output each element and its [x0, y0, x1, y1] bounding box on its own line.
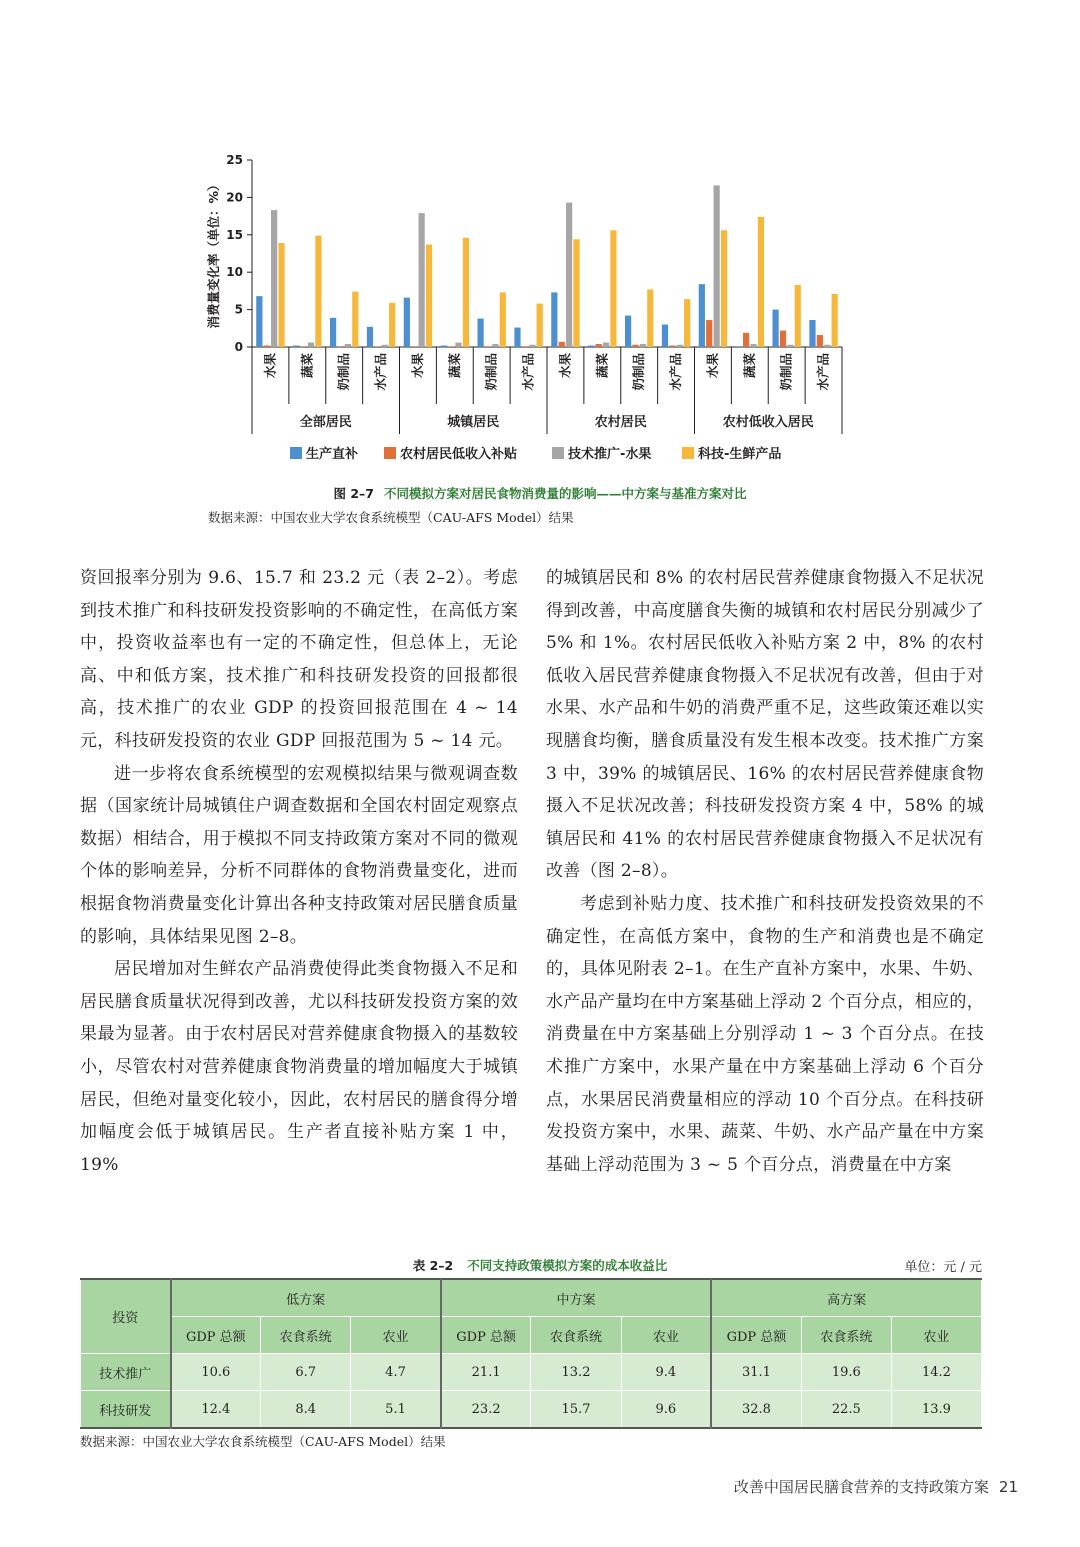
x-category-label: 水果: [262, 353, 278, 379]
footer-title: 改善中国居民膳食营养的支持政策方案: [733, 1478, 989, 1496]
y-tick-label: 5: [234, 302, 243, 317]
figure-source: 数据来源：中国农业大学农食系统模型（CAU-AFS Model）结果: [208, 510, 574, 525]
x-group-label: 农村居民: [594, 415, 647, 430]
x-category-label: 水果: [557, 353, 573, 379]
table-group-header: 高方案: [711, 1279, 981, 1317]
bar: [772, 310, 778, 347]
y-tick-label: 20: [226, 190, 243, 205]
table-row: [81, 1391, 982, 1429]
legend-swatch: [682, 447, 694, 459]
bar: [647, 289, 653, 347]
bar: [714, 185, 720, 347]
x-category-label: 水产品: [668, 353, 684, 391]
legend: [290, 446, 781, 462]
bar: [706, 320, 712, 347]
table-cell: 6.7: [261, 1354, 351, 1391]
bar: [500, 292, 506, 347]
table-subheader: GDP 总额: [441, 1317, 531, 1354]
page-footer: [724, 1476, 1018, 1497]
bar: [640, 344, 646, 347]
table-cell: 23.2: [441, 1391, 531, 1429]
bar: [625, 316, 631, 347]
table-cell: 9.4: [621, 1354, 711, 1391]
table-cell: 19.6: [801, 1354, 891, 1391]
x-group-label: 全部居民: [299, 415, 352, 430]
table-subheader: 农食系统: [801, 1317, 891, 1354]
bar: [301, 346, 307, 347]
page-number: 21: [998, 1478, 1018, 1496]
bar: [736, 346, 742, 347]
x-category-label: 水产品: [520, 353, 536, 391]
table-cell: 10.6: [171, 1354, 261, 1391]
y-tick-label: 25: [226, 153, 243, 167]
bar: [529, 345, 535, 347]
legend-swatch: [552, 447, 564, 459]
table-subheader: 农食系统: [531, 1317, 621, 1354]
cost-benefit-table: [80, 1278, 982, 1429]
table-cell: 9.6: [621, 1391, 711, 1429]
table-source: 数据来源：中国农业大学农食系统模型（CAU-AFS Model）结果: [80, 1434, 446, 1449]
table-cell: 8.4: [261, 1391, 351, 1429]
table-cell: 32.8: [711, 1391, 801, 1429]
table-cell: 13.2: [531, 1354, 621, 1391]
y-tick-label: 10: [226, 265, 243, 280]
bar: [308, 343, 314, 347]
bar: [573, 239, 579, 347]
bar: [345, 344, 351, 347]
bar: [743, 333, 749, 347]
paragraph: 的城镇居民和 8% 的农村居民营养健康食物摄入不足状况得到改善，中高度膳食失衡的城镇和农村居民分别减少了 5% 和 1%。农村居民低收入补贴方案 2 中，8% 的农村低收入居民营养健康食物摄入不足状况有改善，但由于对水果、水产品和牛奶的消费严重不足，这些政策还难以实现膳食均衡，膳食质量没有发生根本改变。技术推广方案 3 中，39% 的城镇居民、16% 的农村居民营养健康食物摄入不足状况改善；科技研发投资方案 4 中，58% 的城镇居民和 41% 的农村居民营养健康食物摄入不足状况有改善（图 2–8）。: [546, 568, 984, 882]
legend-label: 农村居民低收入补贴: [400, 447, 518, 462]
table-subheader: GDP 总额: [171, 1317, 261, 1354]
bar: [603, 343, 609, 347]
x-category-label: 奶制品: [631, 353, 647, 391]
bar: [352, 292, 358, 347]
figure-caption: [0, 484, 1080, 502]
bar: [485, 346, 491, 347]
table-cell: 21.1: [441, 1354, 531, 1391]
paragraph: 资回报率分别为 9.6、15.7 和 23.2 元（表 2–2）。考虑到技术推广和科技研发投资影响的不确定性，在高低方案中，投资收益率也有一定的不确定性，但总体上，无论高、中和低方案，技术推广和科技研发投资的回报都很高，技术推广的农业 GDP 的投资回报范围在 4 ~ 14 元，科技研发投资的农业 GDP 回报范围为 5 ~ 14 元。: [80, 568, 518, 751]
y-tick-label: 15: [226, 227, 243, 242]
bar: [382, 345, 388, 347]
bar: [809, 320, 815, 347]
bar: [684, 299, 690, 347]
bar: [780, 331, 786, 347]
bar: [389, 303, 395, 347]
legend-label: 技术推广-水果: [568, 447, 652, 462]
bar: [669, 346, 675, 347]
paragraph: 考虑到补贴力度、技术推广和科技研发投资效果的不确定性，在高低方案中，食物的生产和消费也是不确定的，具体见附表 2–1。在生产直补方案中，水果、牛奶、水产品产量均在中方案基础上浮动 2 个百分点，相应的，消费量在中方案基础上分别浮动 1 ~ 3 个百分点。在技术推广方案中，水果产量在中方案基础上浮动 6 个百分点，水果居民消费量相应的浮动 10 个百分点。在科技研发投资方案中，水果、蔬菜、牛奶、水产品产量在中方案基础上浮动范围为 3 ~ 5 个百分点，消费量在中方案: [546, 893, 984, 1175]
table-group-header: 中方案: [441, 1279, 711, 1317]
bar: [374, 346, 380, 347]
table-group-header: 低方案: [171, 1279, 441, 1317]
bar: [588, 346, 594, 347]
x-category-label: 蔬菜: [299, 353, 315, 379]
legend-swatch: [290, 447, 302, 459]
bar: [411, 346, 417, 347]
table-subheader: 农业: [351, 1317, 441, 1354]
x-category-label: 奶制品: [483, 353, 499, 391]
bar: [750, 344, 756, 347]
bar: [419, 213, 425, 347]
bar: [632, 345, 638, 347]
paragraph: 居民增加对生鲜农产品消费使得此类食物摄入不足和居民膳食质量状况得到改善，尤以科技研发投资方案的效果最为显著。由于农村居民对营养健康食物摄入的基数较小，尽管农村对营养健康食物消费量的增加幅度大于城镇居民，但绝对量变化较小，因此，农村居民的膳食得分增加幅度会低于城镇居民。生产者直接补贴方案 1 中，19%: [80, 959, 518, 1175]
bar: [256, 296, 262, 347]
paragraph: 进一步将农食系统模型的宏观模拟结果与微观调查数据（国家统计局城镇住户调查数据和全国农村固定观察点数据）相结合，用于模拟不同支持政策方案对不同的微观个体的影响差异，分析不同群体的食物消费量变化，进而根据食物消费量变化计算出各种支持政策对居民膳食质量的影响，具体结果见图 2–8。: [80, 763, 518, 947]
bar: [463, 238, 469, 347]
x-group-label: 农村低收入居民: [722, 415, 814, 430]
x-category-label: 水产品: [373, 353, 389, 391]
bar: [551, 292, 557, 347]
x-category-label: 水果: [409, 353, 425, 379]
bar: [367, 327, 373, 347]
bar: [514, 328, 520, 347]
figure-title: 不同模拟方案对居民食物消费量的影响——中方案与基准方案对比: [383, 486, 747, 501]
table-subheader: GDP 总额: [711, 1317, 801, 1354]
bar: [787, 345, 793, 347]
table-cell: 31.1: [711, 1354, 801, 1391]
bar: [330, 318, 336, 347]
bar: [264, 346, 270, 347]
bar: [448, 346, 454, 347]
body-column-left: [80, 562, 518, 1181]
bar: [315, 236, 321, 347]
table-unit: 单位：元 / 元: [904, 1260, 982, 1275]
x-category-label: 奶制品: [336, 353, 352, 391]
bar: [677, 345, 683, 347]
y-tick-label: 0: [234, 340, 243, 354]
x-category-labels: [252, 347, 842, 434]
table-cell: 5.1: [351, 1391, 441, 1429]
figure-number: 图 2–7: [333, 486, 374, 501]
table-cell: 14.2: [891, 1354, 981, 1391]
x-category-label: 水果: [704, 353, 720, 379]
legend-label: 生产直补: [306, 447, 359, 462]
bar: [293, 346, 299, 347]
table-cell: 15.7: [531, 1391, 621, 1429]
x-category-label: 蔬菜: [446, 353, 462, 379]
bar-chart: [0, 0, 1080, 480]
bar: [426, 245, 432, 347]
bar: [610, 230, 616, 347]
y-axis: [206, 153, 842, 354]
bar: [596, 344, 602, 347]
legend-label: 科技-生鲜产品: [698, 447, 782, 462]
table-subheader: 农业: [621, 1317, 711, 1354]
table-row: [81, 1354, 982, 1391]
bar: [662, 325, 668, 347]
bar: [795, 285, 801, 347]
table-row-label: 技术推广: [81, 1354, 171, 1391]
bar: [278, 243, 284, 347]
bar: [817, 335, 823, 347]
bar: [566, 203, 572, 347]
bar: [404, 298, 410, 347]
bar: [455, 343, 461, 347]
bar: [271, 210, 277, 347]
x-category-label: 奶制品: [778, 353, 794, 391]
table-subheader: 农食系统: [261, 1317, 351, 1354]
bar: [824, 345, 830, 347]
bar: [721, 230, 727, 347]
x-category-label: 蔬菜: [594, 353, 610, 379]
table-subheader: 农业: [891, 1317, 981, 1354]
bar: [441, 346, 447, 347]
y-axis-label: 消费量变化率（单位：%）: [206, 178, 221, 329]
table-cell: 22.5: [801, 1391, 891, 1429]
legend-swatch: [384, 447, 396, 459]
x-category-label: 水产品: [815, 353, 831, 391]
bar: [492, 344, 498, 347]
body-column-right: [546, 562, 984, 1181]
table-number: 表 2–2: [412, 1258, 454, 1273]
bar: [537, 304, 543, 347]
table-title: 不同支持政策模拟方案的成本收益比: [467, 1258, 668, 1273]
bar: [522, 346, 528, 347]
bar: [337, 346, 343, 347]
bar: [559, 342, 565, 347]
bar: [758, 217, 764, 347]
bar: [477, 319, 483, 347]
x-category-label: 蔬菜: [741, 353, 757, 379]
bars: [256, 185, 838, 347]
bar: [832, 294, 838, 347]
bar: [699, 284, 705, 347]
table-cell: 13.9: [891, 1391, 981, 1429]
table-corner: 投资: [81, 1279, 171, 1354]
x-group-label: 城镇居民: [447, 415, 500, 430]
table-cell: 4.7: [351, 1354, 441, 1391]
table-cell: 12.4: [171, 1391, 261, 1429]
table-row-label: 科技研发: [81, 1391, 171, 1429]
